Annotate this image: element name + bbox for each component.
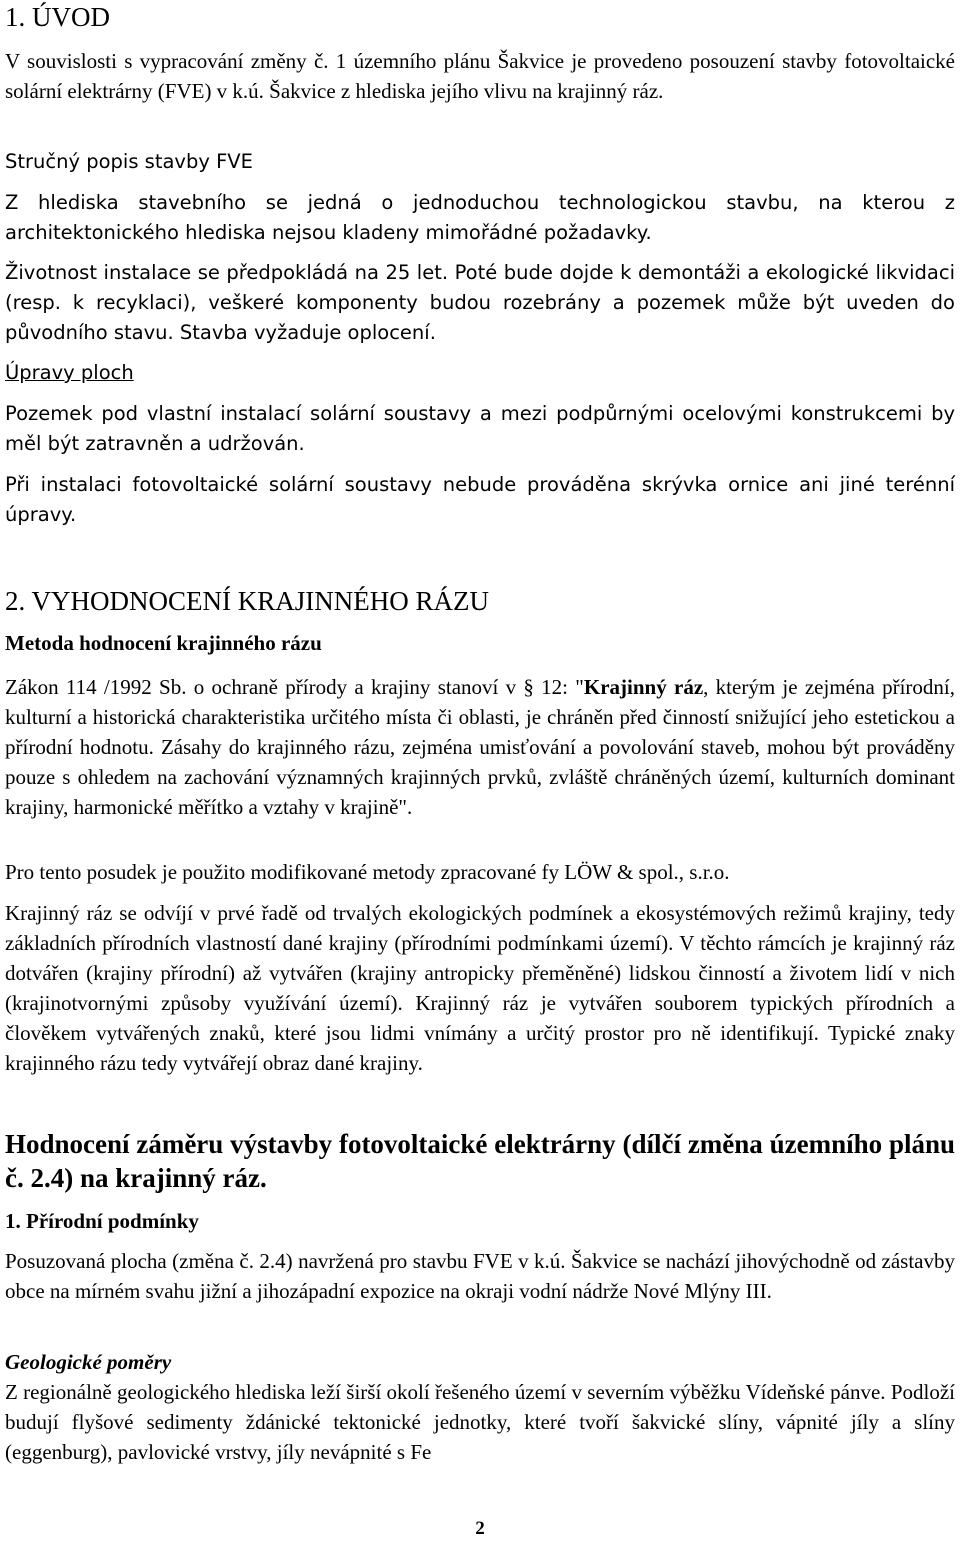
page-number: 2 [475,1518,485,1539]
posudek-paragraph: Pro tento posudek je použito modifikované metody zpracované fy LÖW & spol., s.r.o. [5,860,730,884]
intro-paragraph: V souvislosti s vypracování změny č. 1 územního plánu Šakvice je provedeno posouzení stavby fotovoltaické solární elektrárny (FVE) v k.ú. Šakvice z hlediska jejího vlivu na krajinný ráz. [5,49,955,103]
zakon-text-rest: , kterým je zejména přírodní, kulturní a historická charakteristika určitého místa či oblasti, je chráněn před činností snižující jeho estetickou a přírodní hodnotu. Zásahy do krajinného rázu, zejména umisťování a povolování staveb, mohou být prováděny pouze s ohledem na zachování významných krajinných prvků, zvláště chráněných území, kulturních dominant krajiny, harmonické měřítko a vztahy v krajině". [5,675,955,819]
subheading-prirodni-podminky: 1. Přírodní podmínky [5,1209,199,1233]
popis-paragraph-2: Životnost instalace se předpokládá na 25 let. Poté bude dojde k demontáži a ekologické likvidaci (resp. k recyklaci), veškeré komponenty budou rozebrány a pozemek může být uveden do původního stavu. Stavba vyžaduje oplocení. [5,261,955,344]
popis-paragraph-1: Z hlediska stavebního se jedná o jednoduchou technologickou stavbu, na kterou z architektonického hlediska nejsou kladeny mimořádné požadavky. [5,191,955,244]
zakon-term-krajinny-raz: Krajinný ráz [583,675,704,699]
subheading-geologicke-pomery: Geologické poměry [5,1350,172,1374]
subheading-upravy-ploch: Úpravy ploch [5,361,134,384]
geologie-paragraph: Z regionálně geologického hlediska leží širší okolí řešeného území v severním výběžku Vídeňské pánve. Podloží budují flyšové sedimenty ždánické tektonické jednotky, které tvoří šakvické slíny, vápnité jíly a slíny (eggenburg), pavlovické vrstvy, jíly nevápnité s Fe [5,1380,955,1464]
upravy-paragraph-1: Pozemek pod vlastní instalací solární soustavy a mezi podpůrnými ocelovými konstrukcemi by měl být zatravněn a udržován. [5,402,955,455]
subheading-metoda: Metoda hodnocení krajinného rázu [5,631,322,655]
zakon-paragraph [5,672,955,822]
zakon-text-start: Zákon 114 /1992 Sb. o ochraně přírody a krajiny stanoví v § 12: " [5,675,584,699]
subheading-popis-stavby: Stručný popis stavby FVE [5,150,253,173]
upravy-paragraph-2: Při instalaci fotovoltaické solární soustavy nebude prováděna skrývka ornice ani jiné terénní úpravy. [5,473,955,526]
section-heading-uvod: 1. ÚVOD [5,2,110,32]
section-heading-vyhodnoceni: 2. VYHODNOCENÍ KRAJINNÉHO RÁZU [5,586,489,616]
hodnoceni-heading: Hodnocení záměru výstavby fotovoltaické elektrárny (dílčí změna územního plánu č. 2.4) na krajinný ráz. [5,1129,955,1193]
krajinny-raz-paragraph: Krajinný ráz se odvíjí v prvé řadě od trvalých ekologických podmínek a ekosystémových režimů krajiny, tedy základních přírodních vlastností dané krajiny (přírodními podmínkami území). V těchto rámcích je krajinný ráz dotvářen (krajiny přírodní) až vytvářen (krajiny antropicky přeměněné) lidskou činností a životem lidí v nich (krajinotvornými způsoby využívání území). Krajinný ráz je vytvářen souborem typických přírodních a člověkem vytvářených znaků, které jsou lidmi vnímány a určitý prostor pro ně identifikují. Typické znaky krajinného rázu tedy vytvářejí obraz dané krajiny. [5,901,955,1075]
posuzovana-plocha-paragraph: Posuzovaná plocha (změna č. 2.4) navržená pro stavbu FVE v k.ú. Šakvice se nachází jihovýchodně od zástavby obce na mírném svahu jižní a jihozápadní expozice na okraji vodní nádrže Nové Mlýny III. [5,1249,955,1303]
